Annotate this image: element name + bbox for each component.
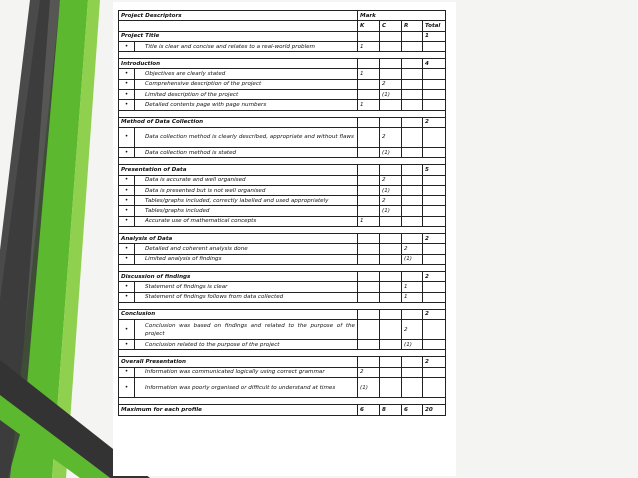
mark-k (358, 320, 380, 340)
max-total: 20 (423, 405, 446, 416)
section-blank-k (358, 234, 380, 244)
spacer-cell (119, 110, 446, 117)
row-total-blank (423, 100, 446, 110)
criterion-row (119, 185, 446, 195)
mark-c: 2 (380, 127, 402, 147)
section-total: 2 (423, 357, 446, 367)
mark-k: 1 (358, 216, 380, 226)
mark-r (402, 79, 423, 89)
criterion-row (119, 244, 446, 254)
mark-r (402, 41, 423, 51)
section-blank-c (380, 59, 402, 69)
criterion-text: Data collection method is clearly described, appropriate and without flaws (135, 127, 358, 147)
mark-k (358, 127, 380, 147)
criterion-text: Information was poorly organised or difficult to understand at times (135, 378, 358, 398)
section-blank-c (380, 31, 402, 41)
spacer-row (119, 52, 446, 59)
mark-c (380, 100, 402, 110)
mark-r (402, 367, 423, 377)
row-total-blank (423, 340, 446, 350)
spacer-cell (119, 158, 446, 165)
spacer-cell (119, 350, 446, 357)
row-total-blank (423, 254, 446, 264)
mark-r (402, 100, 423, 110)
header-mark: Mark (358, 11, 446, 21)
spacer-row (119, 398, 446, 405)
header-k: K (358, 21, 380, 31)
criterion-row (119, 320, 446, 340)
criterion-text: Title is clear and concise and relates to a real-world problem (135, 41, 358, 51)
section-blank-r (402, 117, 423, 127)
bullet-icon: • (119, 254, 135, 264)
criterion-text: Tables/graphs included, correctly labelled and used appropriately (135, 196, 358, 206)
criterion-row (119, 79, 446, 89)
row-total-blank (423, 292, 446, 302)
criterion-row (119, 100, 446, 110)
section-blank-r (402, 165, 423, 175)
mark-k (358, 196, 380, 206)
section-blank-k (358, 271, 380, 281)
mark-k (358, 254, 380, 264)
header-c: C (380, 21, 402, 31)
row-total-blank (423, 69, 446, 79)
criterion-row (119, 254, 446, 264)
criterion-text: Data collection method is stated (135, 147, 358, 157)
mark-r (402, 206, 423, 216)
spacer-cell (119, 227, 446, 234)
rubric-body (119, 11, 446, 416)
mark-c: (1) (380, 147, 402, 157)
criterion-row (119, 41, 446, 51)
section-total: 1 (423, 31, 446, 41)
spacer-row (119, 264, 446, 271)
bullet-icon: • (119, 41, 135, 51)
bullet-icon: • (119, 127, 135, 147)
max-r: 6 (402, 405, 423, 416)
mark-c (380, 378, 402, 398)
max-c: 8 (380, 405, 402, 416)
spacer-row (119, 350, 446, 357)
mark-c: (1) (380, 185, 402, 195)
row-total-blank (423, 216, 446, 226)
section-row (119, 271, 446, 281)
section-total: 2 (423, 234, 446, 244)
section-blank-r (402, 271, 423, 281)
bullet-icon: • (119, 90, 135, 100)
section-title: Overall Presentation (119, 357, 358, 367)
section-total: 4 (423, 59, 446, 69)
section-blank-c (380, 117, 402, 127)
mark-r (402, 378, 423, 398)
mark-r (402, 90, 423, 100)
criterion-text: Statement of findings follows from data collected (135, 292, 358, 302)
mark-c (380, 320, 402, 340)
row-total-blank (423, 367, 446, 377)
mark-k: (1) (358, 378, 380, 398)
mark-c (380, 69, 402, 79)
bullet-icon: • (119, 367, 135, 377)
mark-c: (1) (380, 206, 402, 216)
section-blank-c (380, 357, 402, 367)
mark-c: 2 (380, 79, 402, 89)
bullet-icon: • (119, 378, 135, 398)
criterion-row (119, 216, 446, 226)
criterion-text: Detailed and coherent analysis done (135, 244, 358, 254)
mark-r: 2 (402, 320, 423, 340)
criterion-row (119, 367, 446, 377)
bullet-icon: • (119, 292, 135, 302)
section-total: 2 (423, 271, 446, 281)
criterion-text: Limited description of the project (135, 90, 358, 100)
criterion-text: Conclusion related to the purpose of the project (135, 340, 358, 350)
mark-c (380, 367, 402, 377)
section-title: Introduction (119, 59, 358, 69)
criterion-text: Limited analysis of findings (135, 254, 358, 264)
spacer-row (119, 110, 446, 117)
mark-r (402, 147, 423, 157)
mark-r (402, 196, 423, 206)
subheader-blank (119, 21, 358, 31)
criterion-row (119, 69, 446, 79)
section-blank-k (358, 31, 380, 41)
section-total: 2 (423, 309, 446, 319)
section-title: Discussion of findings (119, 271, 358, 281)
row-total-blank (423, 196, 446, 206)
bullet-icon: • (119, 175, 135, 185)
header-row (119, 11, 446, 21)
section-row (119, 234, 446, 244)
section-title: Analysis of Data (119, 234, 358, 244)
section-blank-k (358, 117, 380, 127)
row-total-blank (423, 378, 446, 398)
mark-r: 1 (402, 292, 423, 302)
maximum-label: Maximum for each profile (119, 405, 358, 416)
section-blank-k (358, 357, 380, 367)
criterion-text: Data is presented but is not well organised (135, 185, 358, 195)
criterion-row (119, 340, 446, 350)
criterion-text: Information was communicated logically using correct grammar (135, 367, 358, 377)
row-total-blank (423, 185, 446, 195)
criterion-text: Statement of findings is clear (135, 282, 358, 292)
mark-c: 2 (380, 175, 402, 185)
section-row (119, 357, 446, 367)
row-total-blank (423, 90, 446, 100)
mark-k (358, 79, 380, 89)
criterion-row (119, 378, 446, 398)
mark-c (380, 216, 402, 226)
section-total: 5 (423, 165, 446, 175)
row-total-blank (423, 320, 446, 340)
mark-k: 1 (358, 41, 380, 51)
criterion-row (119, 196, 446, 206)
section-total: 2 (423, 117, 446, 127)
mark-r: (1) (402, 340, 423, 350)
marking-rubric-table (118, 10, 446, 416)
mark-k (358, 244, 380, 254)
section-blank-r (402, 31, 423, 41)
bullet-icon: • (119, 79, 135, 89)
spacer-cell (119, 52, 446, 59)
criterion-row (119, 206, 446, 216)
section-row (119, 31, 446, 41)
criterion-row (119, 90, 446, 100)
mark-k: 1 (358, 69, 380, 79)
mark-r (402, 216, 423, 226)
row-total-blank (423, 175, 446, 185)
spacer-row (119, 302, 446, 309)
section-blank-k (358, 59, 380, 69)
section-title: Method of Data Collection (119, 117, 358, 127)
row-total-blank (423, 41, 446, 51)
criterion-row (119, 127, 446, 147)
mark-r (402, 127, 423, 147)
section-blank-c (380, 271, 402, 281)
section-blank-r (402, 357, 423, 367)
mark-k (358, 147, 380, 157)
mark-k (358, 175, 380, 185)
bullet-icon: • (119, 282, 135, 292)
criterion-text: Tables/graphs included (135, 206, 358, 216)
criterion-row (119, 292, 446, 302)
mark-c (380, 282, 402, 292)
criterion-text: Detailed contents page with page numbers (135, 100, 358, 110)
bullet-icon: • (119, 244, 135, 254)
mark-k (358, 90, 380, 100)
criterion-text: Objectives are clearly stated (135, 69, 358, 79)
criterion-text: Accurate use of mathematical concepts (135, 216, 358, 226)
mark-r (402, 185, 423, 195)
section-row (119, 117, 446, 127)
header-total: Total (423, 21, 446, 31)
bullet-icon: • (119, 320, 135, 340)
mark-k (358, 206, 380, 216)
bullet-icon: • (119, 100, 135, 110)
section-blank-c (380, 309, 402, 319)
section-row (119, 59, 446, 69)
header-descriptors: Project Descriptors (119, 11, 358, 21)
spacer-row (119, 158, 446, 165)
section-blank-k (358, 309, 380, 319)
bullet-icon: • (119, 147, 135, 157)
spacer-cell (119, 264, 446, 271)
section-title: Conclusion (119, 309, 358, 319)
mark-r: (1) (402, 254, 423, 264)
spacer-row (119, 227, 446, 234)
criterion-text: Conclusion was based on findings and related to the purpose of the project (135, 320, 358, 340)
section-blank-c (380, 165, 402, 175)
mark-k (358, 185, 380, 195)
subheader-row (119, 21, 446, 31)
section-row (119, 165, 446, 175)
row-total-blank (423, 147, 446, 157)
mark-r: 1 (402, 282, 423, 292)
mark-c (380, 254, 402, 264)
mark-c (380, 292, 402, 302)
mark-c: (1) (380, 90, 402, 100)
row-total-blank (423, 127, 446, 147)
mark-k (358, 340, 380, 350)
row-total-blank (423, 282, 446, 292)
section-title: Presentation of Data (119, 165, 358, 175)
mark-k: 2 (358, 367, 380, 377)
mark-c (380, 41, 402, 51)
bullet-icon: • (119, 69, 135, 79)
criterion-row (119, 282, 446, 292)
spacer-cell (119, 398, 446, 405)
section-blank-r (402, 309, 423, 319)
bullet-icon: • (119, 185, 135, 195)
mark-r (402, 175, 423, 185)
row-total-blank (423, 79, 446, 89)
section-row (119, 309, 446, 319)
section-blank-r (402, 59, 423, 69)
header-r: R (402, 21, 423, 31)
mark-c (380, 340, 402, 350)
max-k: 6 (358, 405, 380, 416)
bullet-icon: • (119, 340, 135, 350)
mark-k: 1 (358, 100, 380, 110)
mark-k (358, 282, 380, 292)
bullet-icon: • (119, 196, 135, 206)
mark-c: 2 (380, 196, 402, 206)
bullet-icon: • (119, 206, 135, 216)
section-blank-c (380, 234, 402, 244)
criterion-text: Comprehensive description of the project (135, 79, 358, 89)
section-title: Project Title (119, 31, 358, 41)
section-blank-r (402, 234, 423, 244)
mark-k (358, 292, 380, 302)
mark-r (402, 69, 423, 79)
criterion-text: Data is accurate and well organised (135, 175, 358, 185)
spacer-cell (119, 302, 446, 309)
row-total-blank (423, 244, 446, 254)
criterion-row (119, 175, 446, 185)
criterion-row (119, 147, 446, 157)
section-blank-k (358, 165, 380, 175)
mark-r: 2 (402, 244, 423, 254)
row-total-blank (423, 206, 446, 216)
mark-c (380, 244, 402, 254)
bullet-icon: • (119, 216, 135, 226)
maximum-row (119, 405, 446, 416)
